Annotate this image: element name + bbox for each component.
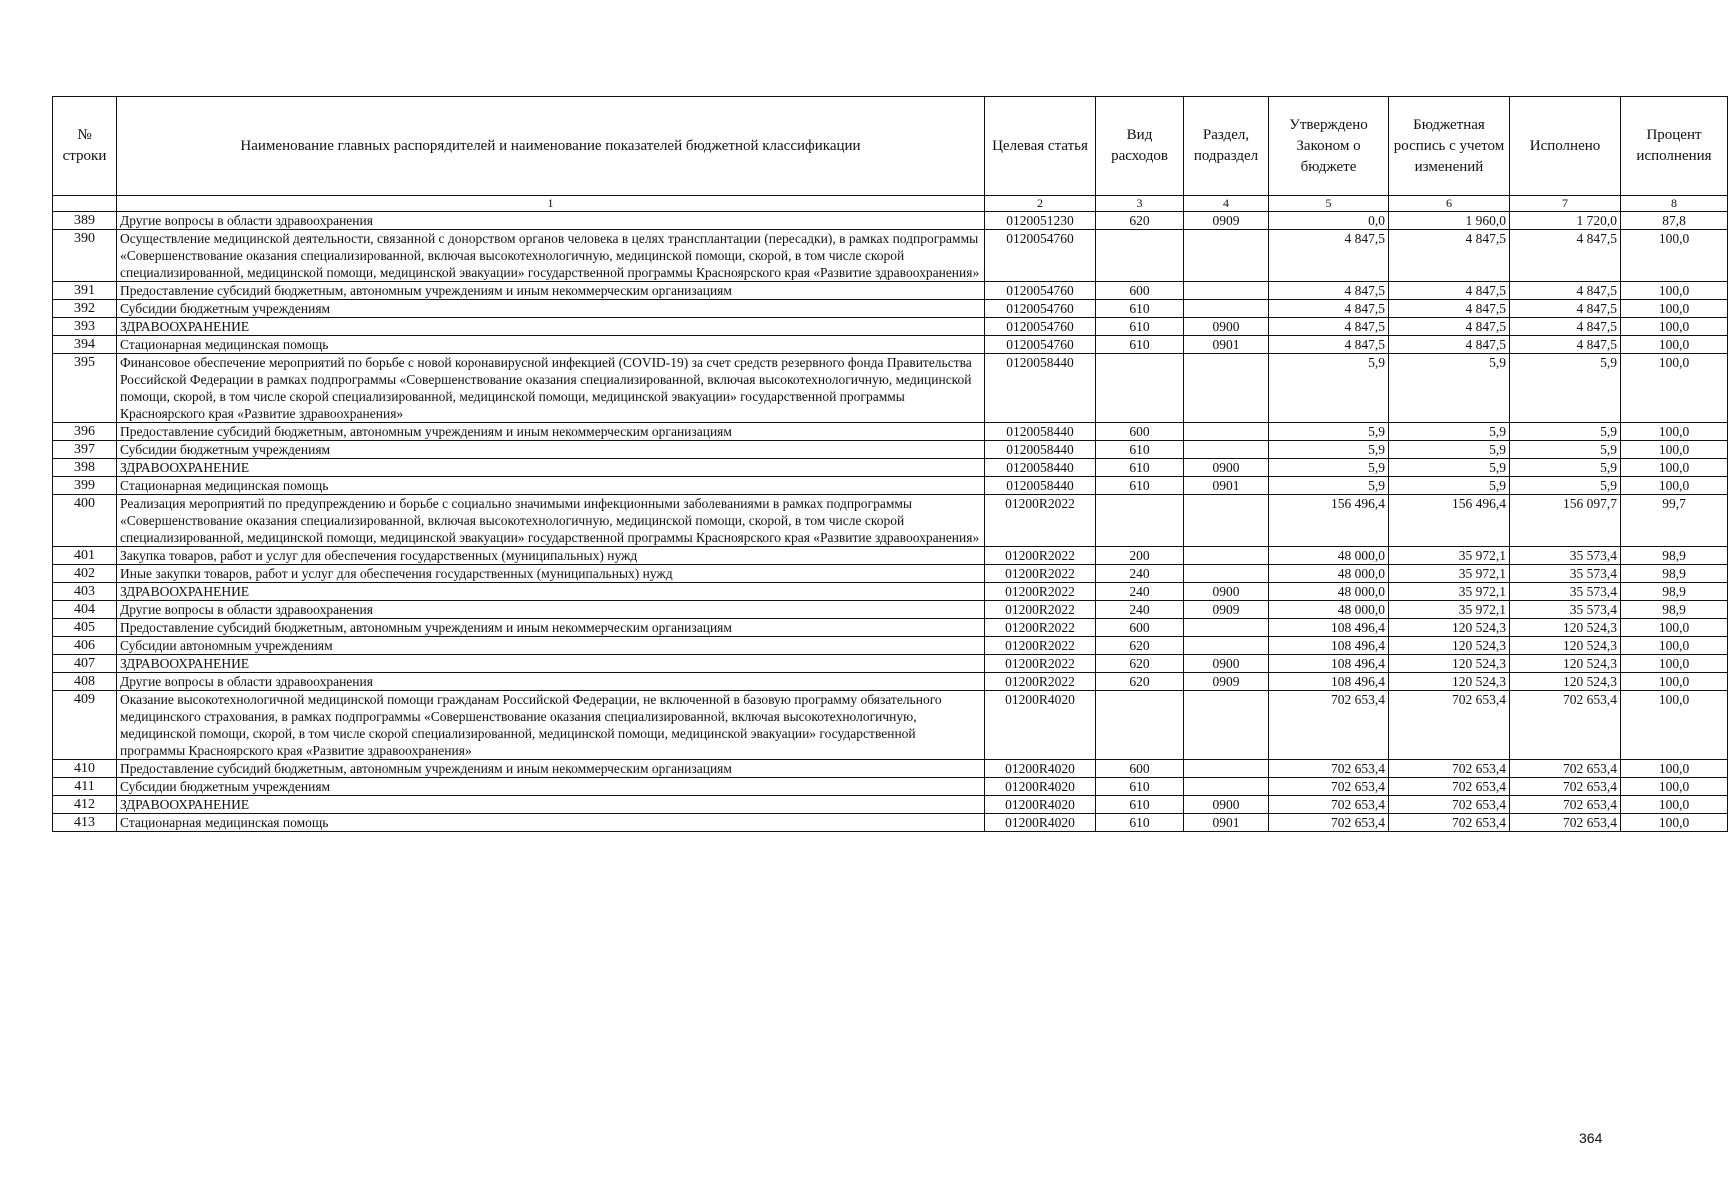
expense-type-cell: 620	[1096, 212, 1184, 230]
execution-percent-cell: 100,0	[1621, 655, 1728, 673]
execution-percent-cell: 100,0	[1621, 441, 1728, 459]
approved-amount-cell: 5,9	[1269, 459, 1389, 477]
executed-amount-cell: 5,9	[1510, 354, 1621, 423]
section-cell	[1184, 691, 1269, 760]
indicator-name-cell: Стационарная медицинская помощь	[117, 477, 985, 495]
executed-amount-cell: 5,9	[1510, 441, 1621, 459]
column-number: 1	[117, 196, 985, 212]
section-cell	[1184, 282, 1269, 300]
target-article-cell: 01200R2022	[985, 547, 1096, 565]
row-number-cell: 405	[53, 619, 117, 637]
execution-percent-cell: 98,9	[1621, 583, 1728, 601]
section-cell: 0900	[1184, 583, 1269, 601]
row-number-cell: 395	[53, 354, 117, 423]
expense-type-cell: 610	[1096, 441, 1184, 459]
executed-amount-cell: 4 847,5	[1510, 318, 1621, 336]
executed-amount-cell: 702 653,4	[1510, 691, 1621, 760]
row-number-cell: 413	[53, 814, 117, 832]
row-number-cell: 408	[53, 673, 117, 691]
target-article-cell: 01200R2022	[985, 673, 1096, 691]
section-cell	[1184, 423, 1269, 441]
executed-amount-cell: 702 653,4	[1510, 796, 1621, 814]
approved-amount-cell: 0,0	[1269, 212, 1389, 230]
execution-percent-cell: 98,9	[1621, 601, 1728, 619]
section-cell	[1184, 619, 1269, 637]
execution-percent-cell: 100,0	[1621, 814, 1728, 832]
indicator-name-cell: ЗДРАВООХРАНЕНИЕ	[117, 655, 985, 673]
approved-amount-cell: 5,9	[1269, 441, 1389, 459]
table-row	[53, 814, 1728, 832]
planned-amount-cell: 5,9	[1389, 354, 1510, 423]
approved-amount-cell: 4 847,5	[1269, 300, 1389, 318]
planned-amount-cell: 4 847,5	[1389, 300, 1510, 318]
indicator-name-cell: Закупка товаров, работ и услуг для обеспечения государственных (муниципальных) нужд	[117, 547, 985, 565]
approved-amount-cell: 702 653,4	[1269, 691, 1389, 760]
approved-amount-cell: 5,9	[1269, 477, 1389, 495]
table-row	[53, 619, 1728, 637]
target-article-cell: 0120058440	[985, 459, 1096, 477]
planned-amount-cell: 120 524,3	[1389, 637, 1510, 655]
indicator-name-cell: ЗДРАВООХРАНЕНИЕ	[117, 583, 985, 601]
approved-amount-cell: 156 496,4	[1269, 495, 1389, 547]
approved-amount-cell: 4 847,5	[1269, 282, 1389, 300]
row-number-cell: 400	[53, 495, 117, 547]
row-number-cell: 410	[53, 760, 117, 778]
executed-amount-cell: 4 847,5	[1510, 336, 1621, 354]
expense-type-cell: 610	[1096, 300, 1184, 318]
executed-amount-cell: 35 573,4	[1510, 547, 1621, 565]
target-article-cell: 0120054760	[985, 318, 1096, 336]
indicator-name-cell: Иные закупки товаров, работ и услуг для обеспечения государственных (муниципальных) нужд	[117, 565, 985, 583]
planned-amount-cell: 702 653,4	[1389, 796, 1510, 814]
column-number: 2	[985, 196, 1096, 212]
section-cell	[1184, 637, 1269, 655]
execution-percent-cell: 100,0	[1621, 760, 1728, 778]
execution-percent-cell: 100,0	[1621, 230, 1728, 282]
executed-amount-cell: 4 847,5	[1510, 282, 1621, 300]
row-number-cell: 396	[53, 423, 117, 441]
row-number-cell: 401	[53, 547, 117, 565]
indicator-name-cell: Субсидии бюджетным учреждениям	[117, 300, 985, 318]
section-cell	[1184, 300, 1269, 318]
target-article-cell: 01200R2022	[985, 619, 1096, 637]
approved-amount-cell: 702 653,4	[1269, 760, 1389, 778]
planned-amount-cell: 4 847,5	[1389, 336, 1510, 354]
executed-amount-cell: 702 653,4	[1510, 778, 1621, 796]
header-section: Раздел, подраздел	[1184, 97, 1269, 196]
row-number-cell: 397	[53, 441, 117, 459]
execution-percent-cell: 100,0	[1621, 423, 1728, 441]
executed-amount-cell: 4 847,5	[1510, 230, 1621, 282]
execution-percent-cell: 100,0	[1621, 637, 1728, 655]
table-row	[53, 300, 1728, 318]
header-target-article: Целевая статья	[985, 97, 1096, 196]
expense-type-cell: 240	[1096, 565, 1184, 583]
table-body	[53, 212, 1728, 832]
expense-type-cell: 610	[1096, 477, 1184, 495]
planned-amount-cell: 120 524,3	[1389, 619, 1510, 637]
indicator-name-cell: Осуществление медицинской деятельности, связанной с донорством органов человека в целях трансплантации (пересадки), в рамках подпрограммы «Совершенствование оказания специализированной, включая высокотехнологичную, медицинской помощи, скорой, в том числе скорой специализированной, медицинской помощи, медицинской эвакуации» государственной программы Красноярского края «Развитие здравоохранения»	[117, 230, 985, 282]
table-row	[53, 760, 1728, 778]
indicator-name-cell: Финансовое обеспечение мероприятий по борьбе с новой коронавирусной инфекцией (COVID-19) за счет средств резервного фонда Правительства Российской Федерации в рамках подпрограммы «Совершенствование оказания специализированной, включая высокотехнологичную, медицинской помощи, скорой, в том числе скорой специализированной, медицинской помощи, медицинской эвакуации» государственной программы Красноярского края «Развитие здравоохранения»	[117, 354, 985, 423]
row-number-cell: 411	[53, 778, 117, 796]
row-number-cell: 392	[53, 300, 117, 318]
section-cell	[1184, 441, 1269, 459]
approved-amount-cell: 48 000,0	[1269, 583, 1389, 601]
approved-amount-cell: 4 847,5	[1269, 318, 1389, 336]
header-executed: Исполнено	[1510, 97, 1621, 196]
row-number-cell: 402	[53, 565, 117, 583]
planned-amount-cell: 35 972,1	[1389, 601, 1510, 619]
executed-amount-cell: 702 653,4	[1510, 760, 1621, 778]
column-number: 5	[1269, 196, 1389, 212]
planned-amount-cell: 702 653,4	[1389, 814, 1510, 832]
table-row	[53, 318, 1728, 336]
table-row	[53, 655, 1728, 673]
executed-amount-cell: 702 653,4	[1510, 814, 1621, 832]
planned-amount-cell: 35 972,1	[1389, 547, 1510, 565]
table-row	[53, 778, 1728, 796]
expense-type-cell: 600	[1096, 619, 1184, 637]
header-row	[53, 97, 1728, 196]
row-number-cell: 393	[53, 318, 117, 336]
approved-amount-cell: 702 653,4	[1269, 778, 1389, 796]
executed-amount-cell: 120 524,3	[1510, 655, 1621, 673]
table-row	[53, 601, 1728, 619]
target-article-cell: 0120054760	[985, 300, 1096, 318]
execution-percent-cell: 100,0	[1621, 673, 1728, 691]
indicator-name-cell: ЗДРАВООХРАНЕНИЕ	[117, 459, 985, 477]
row-number-cell: 398	[53, 459, 117, 477]
table-row	[53, 565, 1728, 583]
planned-amount-cell: 5,9	[1389, 441, 1510, 459]
row-number-cell: 390	[53, 230, 117, 282]
column-number: 7	[1510, 196, 1621, 212]
section-cell	[1184, 760, 1269, 778]
budget-execution-table	[52, 96, 1728, 832]
executed-amount-cell: 5,9	[1510, 423, 1621, 441]
target-article-cell: 01200R2022	[985, 655, 1096, 673]
approved-amount-cell: 48 000,0	[1269, 565, 1389, 583]
table-row	[53, 212, 1728, 230]
target-article-cell: 0120058440	[985, 354, 1096, 423]
execution-percent-cell: 100,0	[1621, 796, 1728, 814]
indicator-name-cell: Субсидии бюджетным учреждениям	[117, 441, 985, 459]
column-number: 8	[1621, 196, 1728, 212]
section-cell: 0900	[1184, 318, 1269, 336]
approved-amount-cell: 108 496,4	[1269, 673, 1389, 691]
indicator-name-cell: Другие вопросы в области здравоохранения	[117, 212, 985, 230]
table-row	[53, 583, 1728, 601]
header-name: Наименование главных распорядителей и наименование показателей бюджетной классификации	[117, 97, 985, 196]
section-cell	[1184, 495, 1269, 547]
execution-percent-cell: 100,0	[1621, 778, 1728, 796]
row-number-cell: 404	[53, 601, 117, 619]
table-row	[53, 282, 1728, 300]
table-row	[53, 547, 1728, 565]
header-expense-type: Вид расходов	[1096, 97, 1184, 196]
execution-percent-cell: 100,0	[1621, 336, 1728, 354]
header-row-number: № строки	[53, 97, 117, 196]
section-cell	[1184, 230, 1269, 282]
target-article-cell: 01200R4020	[985, 778, 1096, 796]
indicator-name-cell: Субсидии автономным учреждениям	[117, 637, 985, 655]
executed-amount-cell: 1 720,0	[1510, 212, 1621, 230]
planned-amount-cell: 5,9	[1389, 423, 1510, 441]
target-article-cell: 01200R4020	[985, 796, 1096, 814]
section-cell	[1184, 547, 1269, 565]
execution-percent-cell: 87,8	[1621, 212, 1728, 230]
target-article-cell: 0120054760	[985, 336, 1096, 354]
expense-type-cell: 200	[1096, 547, 1184, 565]
approved-amount-cell: 108 496,4	[1269, 655, 1389, 673]
approved-amount-cell: 108 496,4	[1269, 619, 1389, 637]
execution-percent-cell: 98,9	[1621, 565, 1728, 583]
planned-amount-cell: 5,9	[1389, 477, 1510, 495]
indicator-name-cell: ЗДРАВООХРАНЕНИЕ	[117, 318, 985, 336]
section-cell	[1184, 354, 1269, 423]
target-article-cell: 0120051230	[985, 212, 1096, 230]
table-row	[53, 691, 1728, 760]
indicator-name-cell: Субсидии бюджетным учреждениям	[117, 778, 985, 796]
expense-type-cell	[1096, 354, 1184, 423]
expense-type-cell	[1096, 230, 1184, 282]
indicator-name-cell: Предоставление субсидий бюджетным, автономным учреждениям и иным некоммерческим организациям	[117, 760, 985, 778]
section-cell: 0900	[1184, 796, 1269, 814]
executed-amount-cell: 156 097,7	[1510, 495, 1621, 547]
row-number-cell: 399	[53, 477, 117, 495]
header-planned: Бюджетная роспись с учетом изменений	[1389, 97, 1510, 196]
indicator-name-cell: Стационарная медицинская помощь	[117, 336, 985, 354]
indicator-name-cell: ЗДРАВООХРАНЕНИЕ	[117, 796, 985, 814]
planned-amount-cell: 702 653,4	[1389, 760, 1510, 778]
indicator-name-cell: Стационарная медицинская помощь	[117, 814, 985, 832]
executed-amount-cell: 120 524,3	[1510, 673, 1621, 691]
executed-amount-cell: 5,9	[1510, 459, 1621, 477]
target-article-cell: 0120058440	[985, 441, 1096, 459]
expense-type-cell: 240	[1096, 583, 1184, 601]
row-number-cell: 412	[53, 796, 117, 814]
approved-amount-cell: 5,9	[1269, 423, 1389, 441]
column-number: 6	[1389, 196, 1510, 212]
table-row	[53, 441, 1728, 459]
execution-percent-cell: 100,0	[1621, 282, 1728, 300]
row-number-cell: 406	[53, 637, 117, 655]
expense-type-cell: 610	[1096, 459, 1184, 477]
execution-percent-cell: 100,0	[1621, 477, 1728, 495]
executed-amount-cell: 120 524,3	[1510, 619, 1621, 637]
target-article-cell: 0120058440	[985, 423, 1096, 441]
column-number: 3	[1096, 196, 1184, 212]
expense-type-cell: 610	[1096, 336, 1184, 354]
column-number	[53, 196, 117, 212]
column-number: 4	[1184, 196, 1269, 212]
table-row	[53, 673, 1728, 691]
column-number-row	[53, 196, 1728, 212]
table-row	[53, 796, 1728, 814]
executed-amount-cell: 120 524,3	[1510, 637, 1621, 655]
expense-type-cell: 610	[1096, 318, 1184, 336]
approved-amount-cell: 48 000,0	[1269, 547, 1389, 565]
planned-amount-cell: 4 847,5	[1389, 230, 1510, 282]
indicator-name-cell: Предоставление субсидий бюджетным, автономным учреждениям и иным некоммерческим организациям	[117, 282, 985, 300]
approved-amount-cell: 4 847,5	[1269, 336, 1389, 354]
row-number-cell: 394	[53, 336, 117, 354]
approved-amount-cell: 702 653,4	[1269, 814, 1389, 832]
section-cell: 0900	[1184, 459, 1269, 477]
planned-amount-cell: 702 653,4	[1389, 778, 1510, 796]
executed-amount-cell: 35 573,4	[1510, 601, 1621, 619]
approved-amount-cell: 5,9	[1269, 354, 1389, 423]
executed-amount-cell: 35 573,4	[1510, 565, 1621, 583]
section-cell: 0901	[1184, 814, 1269, 832]
section-cell	[1184, 565, 1269, 583]
execution-percent-cell: 100,0	[1621, 691, 1728, 760]
execution-percent-cell: 100,0	[1621, 318, 1728, 336]
expense-type-cell: 620	[1096, 673, 1184, 691]
target-article-cell: 01200R4020	[985, 691, 1096, 760]
table-row	[53, 336, 1728, 354]
planned-amount-cell: 4 847,5	[1389, 282, 1510, 300]
table-row	[53, 495, 1728, 547]
table-row	[53, 477, 1728, 495]
indicator-name-cell: Оказание высокотехнологичной медицинской помощи гражданам Российской Федерации, не включенной в базовую программу обязательного медицинского страхования, в рамках подпрограммы «Совершенствование оказания специализированной, включая высокотехнологичную, медицинской помощи, скорой, в том числе скорой специализированной, медицинской помощи, медицинской эвакуации» государственной программы Красноярского края «Развитие здравоохранения»	[117, 691, 985, 760]
planned-amount-cell: 4 847,5	[1389, 318, 1510, 336]
expense-type-cell: 610	[1096, 778, 1184, 796]
table-row	[53, 230, 1728, 282]
row-number-cell: 403	[53, 583, 117, 601]
row-number-cell: 407	[53, 655, 117, 673]
table-row	[53, 459, 1728, 477]
target-article-cell: 0120058440	[985, 477, 1096, 495]
planned-amount-cell: 702 653,4	[1389, 691, 1510, 760]
section-cell: 0909	[1184, 673, 1269, 691]
section-cell: 0909	[1184, 601, 1269, 619]
expense-type-cell: 600	[1096, 423, 1184, 441]
indicator-name-cell: Другие вопросы в области здравоохранения	[117, 673, 985, 691]
section-cell: 0901	[1184, 336, 1269, 354]
section-cell: 0909	[1184, 212, 1269, 230]
target-article-cell: 01200R2022	[985, 495, 1096, 547]
page-number: 364	[1579, 1130, 1603, 1146]
approved-amount-cell: 48 000,0	[1269, 601, 1389, 619]
approved-amount-cell: 4 847,5	[1269, 230, 1389, 282]
execution-percent-cell: 100,0	[1621, 354, 1728, 423]
row-number-cell: 389	[53, 212, 117, 230]
indicator-name-cell: Предоставление субсидий бюджетным, автономным учреждениям и иным некоммерческим организациям	[117, 423, 985, 441]
indicator-name-cell: Другие вопросы в области здравоохранения	[117, 601, 985, 619]
planned-amount-cell: 120 524,3	[1389, 655, 1510, 673]
target-article-cell: 01200R2022	[985, 583, 1096, 601]
expense-type-cell: 610	[1096, 796, 1184, 814]
expense-type-cell: 240	[1096, 601, 1184, 619]
planned-amount-cell: 156 496,4	[1389, 495, 1510, 547]
header-approved: Утверждено Законом о бюджете	[1269, 97, 1389, 196]
row-number-cell: 409	[53, 691, 117, 760]
table-row	[53, 423, 1728, 441]
execution-percent-cell: 100,0	[1621, 619, 1728, 637]
execution-percent-cell: 99,7	[1621, 495, 1728, 547]
expense-type-cell	[1096, 691, 1184, 760]
executed-amount-cell: 5,9	[1510, 477, 1621, 495]
indicator-name-cell: Предоставление субсидий бюджетным, автономным учреждениям и иным некоммерческим организациям	[117, 619, 985, 637]
expense-type-cell: 620	[1096, 655, 1184, 673]
target-article-cell: 01200R2022	[985, 601, 1096, 619]
section-cell: 0900	[1184, 655, 1269, 673]
target-article-cell: 01200R4020	[985, 760, 1096, 778]
approved-amount-cell: 108 496,4	[1269, 637, 1389, 655]
expense-type-cell	[1096, 495, 1184, 547]
target-article-cell: 0120054760	[985, 230, 1096, 282]
expense-type-cell: 610	[1096, 814, 1184, 832]
execution-percent-cell: 98,9	[1621, 547, 1728, 565]
section-cell: 0901	[1184, 477, 1269, 495]
expense-type-cell: 600	[1096, 760, 1184, 778]
section-cell	[1184, 778, 1269, 796]
approved-amount-cell: 702 653,4	[1269, 796, 1389, 814]
target-article-cell: 0120054760	[985, 282, 1096, 300]
planned-amount-cell: 35 972,1	[1389, 583, 1510, 601]
header-percent: Процент исполнения	[1621, 97, 1728, 196]
target-article-cell: 01200R2022	[985, 565, 1096, 583]
target-article-cell: 01200R2022	[985, 637, 1096, 655]
target-article-cell: 01200R4020	[985, 814, 1096, 832]
executed-amount-cell: 4 847,5	[1510, 300, 1621, 318]
planned-amount-cell: 5,9	[1389, 459, 1510, 477]
planned-amount-cell: 120 524,3	[1389, 673, 1510, 691]
indicator-name-cell: Реализация мероприятий по предупреждению и борьбе с социально значимыми инфекционными заболеваниями в рамках подпрограммы «Совершенствование оказания специализированной, включая высокотехнологичную, медицинской помощи, скорой, в том числе скорой специализированной, медицинской помощи, медицинской эвакуации» государственной программы Красноярского края «Развитие здравоохранения»	[117, 495, 985, 547]
expense-type-cell: 620	[1096, 637, 1184, 655]
execution-percent-cell: 100,0	[1621, 459, 1728, 477]
table-row	[53, 354, 1728, 423]
planned-amount-cell: 1 960,0	[1389, 212, 1510, 230]
row-number-cell: 391	[53, 282, 117, 300]
expense-type-cell: 600	[1096, 282, 1184, 300]
execution-percent-cell: 100,0	[1621, 300, 1728, 318]
table-row	[53, 637, 1728, 655]
planned-amount-cell: 35 972,1	[1389, 565, 1510, 583]
executed-amount-cell: 35 573,4	[1510, 583, 1621, 601]
